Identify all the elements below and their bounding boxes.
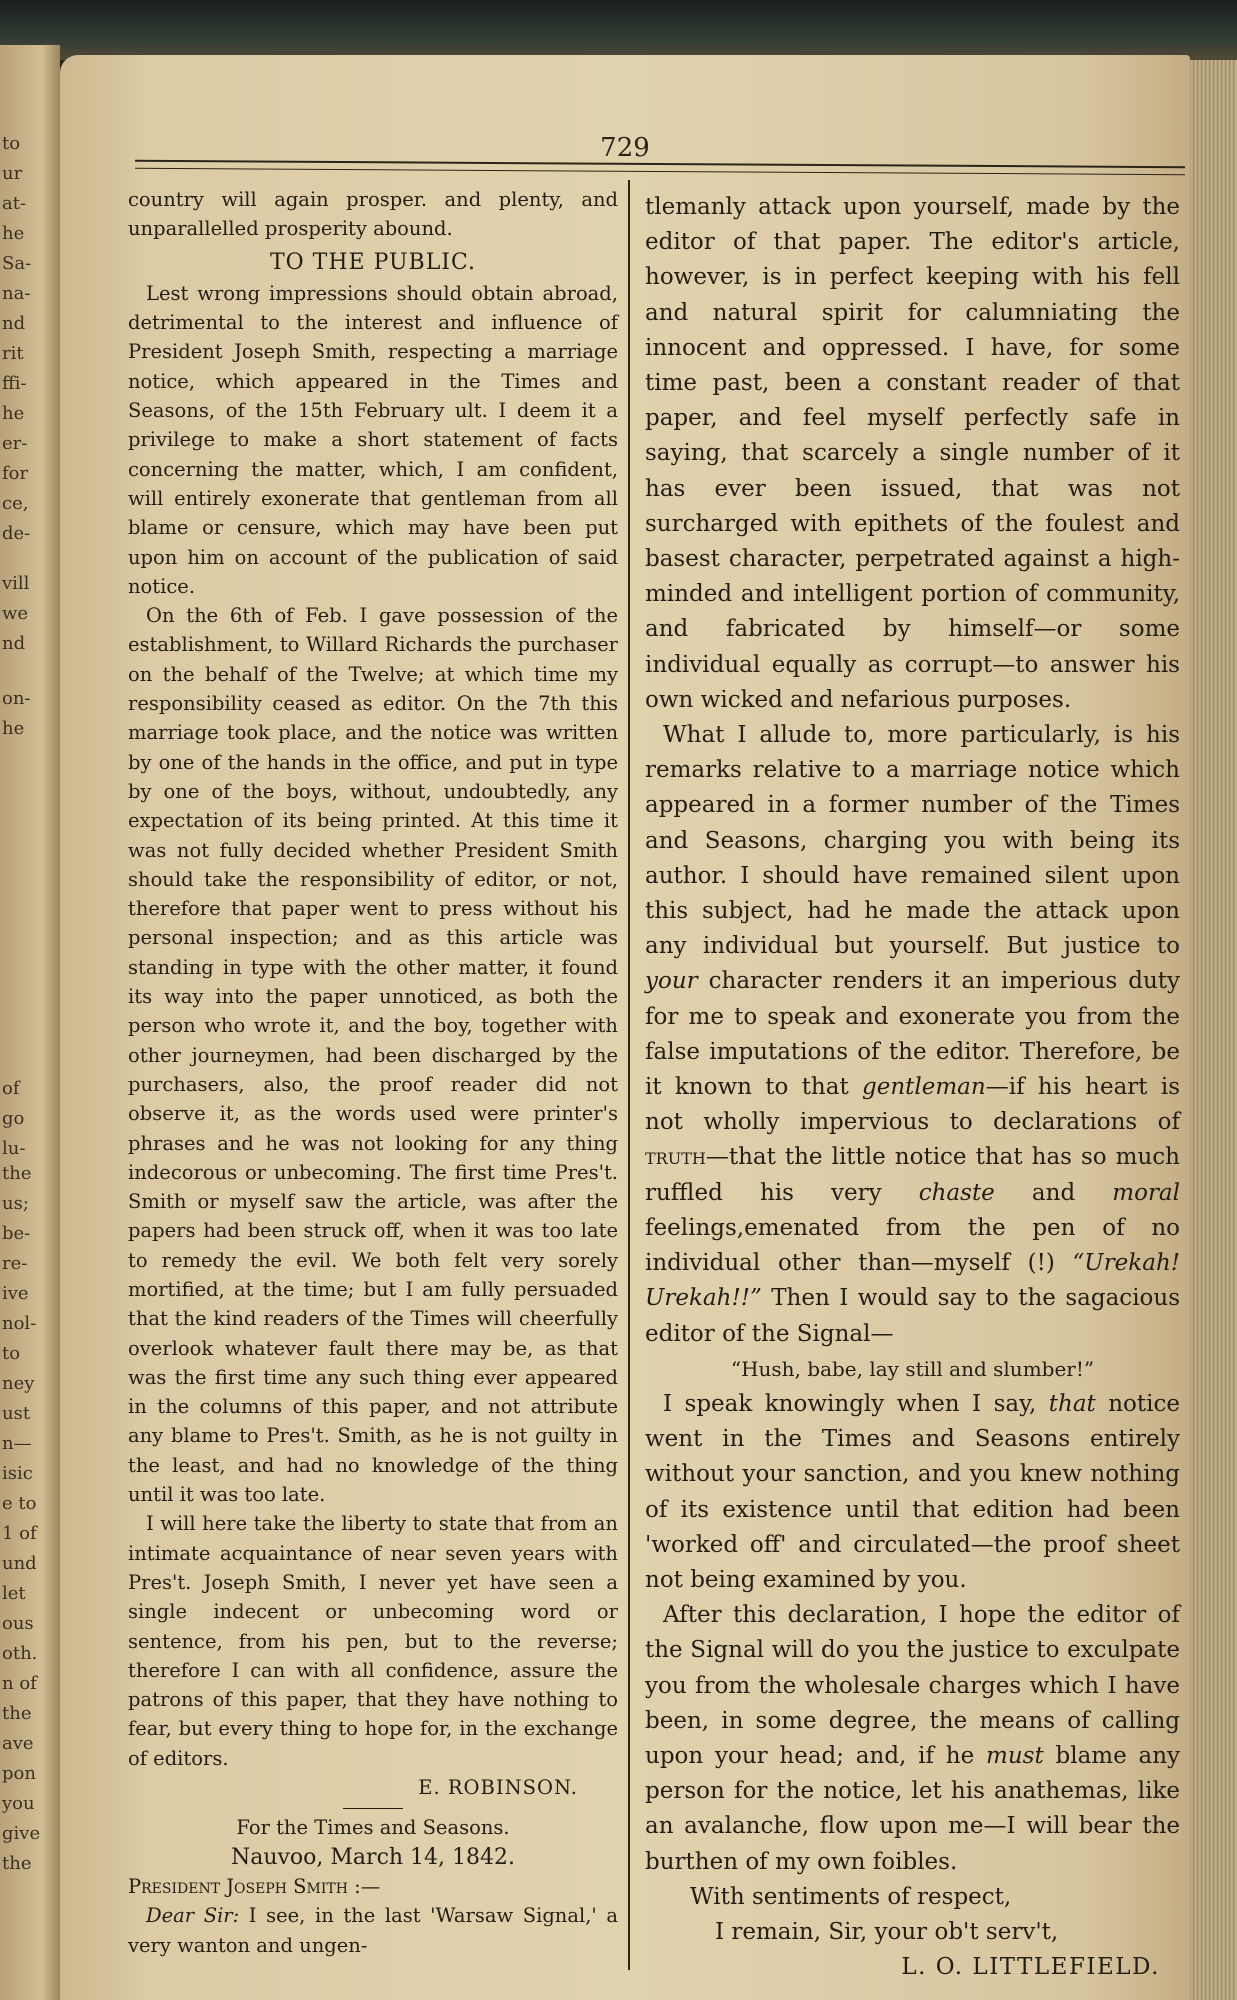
facing-page-text-fragment: to [2, 133, 21, 154]
facing-page-text-fragment: nd [2, 313, 26, 334]
article-paragraph-1: Lest wrong impressions should obtain abroad, detrimental to the interest and influence of President Joseph Smith, respecting a marriage notice, which appeared in the Times and Seasons, of the 15th February ult. I deem it a privilege to make a short statement of facts concerning the matter, which, I am confident, will entirely exonerate that gentleman from all blame or censure, which may have been put upon him on account of the publication of said notice. [128, 281, 618, 598]
facing-page-text-fragment: on- [2, 688, 31, 709]
salutation: Dear Sir: [146, 1904, 240, 1928]
letter-paragraph-3: I speak knowingly when I say, that notice went in the Times and Seasons entirely without your sanction, and you knew nothing of its existence until that edition had been 'worked off' and circulated—the proof sheet not being examined by you. [645, 1390, 1180, 1593]
emphasis-urekah: “Urekah! Urekah!!” [645, 1250, 1180, 1312]
emphasis-truth: truth [645, 1144, 706, 1171]
facing-page-text-fragment: we [2, 603, 29, 624]
emphasis-gentleman: gentleman [862, 1074, 986, 1101]
facing-page-text-fragment: ffi- [2, 373, 27, 394]
facing-page-text-fragment: the [2, 1853, 32, 1874]
facing-page-text-fragment: to [2, 1343, 21, 1364]
page-number: 729 [600, 133, 650, 163]
emphasis-your: your [645, 968, 698, 995]
for-times-line: For the Times and Seasons. [236, 1816, 510, 1840]
facing-page-text-fragment: Sa- [2, 253, 32, 274]
page-stack-edge [1190, 60, 1237, 2000]
facing-page-text-fragment: n— [2, 1433, 32, 1454]
facing-page-text-fragment: the [2, 1163, 32, 1184]
facing-page-text-fragment: pon [2, 1763, 36, 1784]
emphasis-must: must [986, 1742, 1044, 1769]
facing-page-text-fragment: ous [2, 1613, 34, 1634]
facing-page-text-fragment: re- [2, 1253, 28, 1274]
facing-page-text-fragment: of [2, 1078, 20, 1099]
facing-page-text-fragment: he [2, 403, 25, 424]
facing-page-text-fragment: lu- [2, 1138, 26, 1159]
facing-page-text-fragment: ney [2, 1373, 35, 1394]
quoted-line: “Hush, babe, lay still and slumber!” [730, 1356, 1095, 1381]
facing-page-text-fragment: nol- [2, 1313, 37, 1334]
facing-page-text-fragment: at- [2, 193, 27, 214]
closing-respect: With sentiments of respect, [690, 1883, 1012, 1910]
addressee: President Joseph Smith :— [128, 1874, 381, 1898]
letter-paragraph-1: tlemanly attack upon yourself, made by the editor of that paper. The editor's article, however, is in perfect keeping with his fell and natural spirit for calumniating the innocent and oppressed. I have, for some time past, been a constant reader of that paper, and feel myself perfectly safe in saying, that scarcely a single number of it has ever been issued, that was not surcharged with epithets of the foulest and basest character, perpetrated against a high-minded and intelligent portion of community, and fabricated by himself—or some individual equally as corrupt—to answer his own wicked and nefarious purposes. [645, 194, 1180, 713]
facing-page-text-fragment: be- [2, 1223, 31, 1244]
facing-page-text-fragment: rit [2, 343, 24, 364]
facing-page-text-fragment: und [2, 1553, 37, 1574]
facing-page-text-fragment: n of [2, 1673, 37, 1694]
facing-page-text-fragment: na- [2, 283, 31, 304]
facing-page-text-fragment: he [2, 718, 25, 739]
facing-page-edge [0, 45, 60, 2000]
emphasis-moral: moral [1112, 1179, 1181, 1206]
left-column [128, 185, 618, 1960]
facing-page-text-fragment: isic [2, 1463, 33, 1484]
dateline: Nauvoo, March 14, 1842. [230, 1844, 516, 1870]
facing-page-text-fragment: ur [2, 163, 23, 184]
intro-paragraph: country will again prosper. and plenty, and unparallelled prosperity abound. [128, 188, 618, 241]
facing-page-text-fragment: go [2, 1108, 25, 1129]
emphasis-chaste: chaste [918, 1179, 995, 1206]
littlefield-signature: L. O. LITTLEFIELD. [901, 1954, 1160, 1981]
letter-paragraph-2: What I allude to, more particularly, is his remarks relative to a marriage notice which appeared in a former number of the Times and Seasons, charging you with being its author. I should have remained silent upon this subject, had he made the attack upon any individual but yourself. But justice to your character renders it an imperious duty for me to speak and exonerate you from the false imputations of the editor. Therefore, be it known to that gentleman—if his heart is not wholly impervious to declarations of truth—that the little notice that has so much ruffled his very chaste and moral feelings,emenated from the pen of no individual other than—myself (!) “Urekah! Urekah!!” Then I would say to the sagacious editor of the Signal— [645, 722, 1181, 1347]
right-column [645, 190, 1180, 1985]
article-paragraph-3: I will here take the liberty to state that from an intimate acquaintance of near seven years with Pres't. Joseph Smith, I never yet have seen a single indecent or unbecoming word or sentence, from his pen, but to the reverse; therefore I can with all confidence, assure the patrons of this paper, that they have nothing to fear, but every thing to hope for, in the exchange of editors. [128, 1512, 618, 1770]
robinson-signature: E. ROBINSON. [418, 1776, 578, 1800]
newspaper-page [60, 55, 1190, 2000]
facing-page-text-fragment: vill [2, 573, 30, 594]
facing-page-text-fragment: ave [2, 1733, 34, 1754]
facing-page-text-fragment: for [2, 463, 29, 484]
facing-page-text-fragment: give [2, 1823, 41, 1844]
facing-page-text-fragment: let [2, 1583, 26, 1604]
closing-remain: I remain, Sir, your ob't serv't, [715, 1918, 1059, 1945]
facing-page-text-fragment: ust [2, 1403, 31, 1424]
facing-page-text-fragment: ive [2, 1283, 29, 1304]
book-binding [0, 0, 1237, 60]
facing-page-text-fragment: ce, [2, 493, 29, 514]
article-heading: TO THE PUBLIC. [269, 249, 477, 275]
article-paragraph-2: On the 6th of Feb. I gave possession of the establishment, to Willard Richards the purchaser on the behalf of the Twelve; at which time my responsibility ceased as editor. On the 7th this marriage took place, and the notice was written by one of the hands in the office, and put in type by one of the boys, without, undoubtedly, any expectation of its being printed. At this time it was not fully decided whether President Smith should take the responsibility of editor, or not, therefore that paper went to press without his personal inspection; and as this article was standing in type with the other matter, it found its way into the paper unnoticed, as both the person who wrote it, and the boy, together with other journeymen, had been discharged by the purchasers, also, the proof reader did not observe it, as the words used were printer's phrases and he was not looking for any thing indecorous or unbecoming. The first time Pres't. Smith or myself saw the article, was after the papers had been struck off, when it was too late to remedy the evil. We both felt very sorely mortified, at the time; but I am fully persuaded that the kind readers of the Times will cheerfully overlook whatever fault there may be, as that was the first time any such thing ever appeared in the columns of this paper, and not attribute any blame to Pres't. Smith, as he is not guilty in the least, and had no knowledge of the thing until it was too late. [128, 604, 618, 1507]
facing-page-text-fragment: e to [2, 1493, 37, 1514]
letter-paragraph-4: After this declaration, I hope the editor of the Signal will do you the justice to exculpate you from the wholesale charges which I have been, in some degree, the means of calling upon your head; and, if he must blame any person for the notice, let his anathemas, like an avalanche, flow upon me—I will bear the burthen of my own foibles. [645, 1602, 1181, 1875]
section-divider [343, 1808, 403, 1809]
facing-page-text-fragment: er- [2, 433, 28, 454]
facing-page-text-fragment: us; [2, 1193, 29, 1214]
facing-page-text-fragment: the [2, 1703, 32, 1724]
facing-page-text-fragment: nd [2, 633, 26, 654]
facing-page-text-fragment: oth. [2, 1643, 38, 1664]
facing-page-text-fragment: you [2, 1793, 35, 1814]
column-divider [628, 180, 630, 1970]
letter-opening: I see, in the last 'Warsaw Signal,' a very wanton and ungen- [128, 1904, 618, 1957]
facing-page-text-fragment: de- [2, 523, 31, 544]
emphasis-that: that [1048, 1390, 1096, 1417]
facing-page-text-fragment: 1 of [2, 1523, 37, 1544]
facing-page-text-fragment: he [2, 223, 25, 244]
